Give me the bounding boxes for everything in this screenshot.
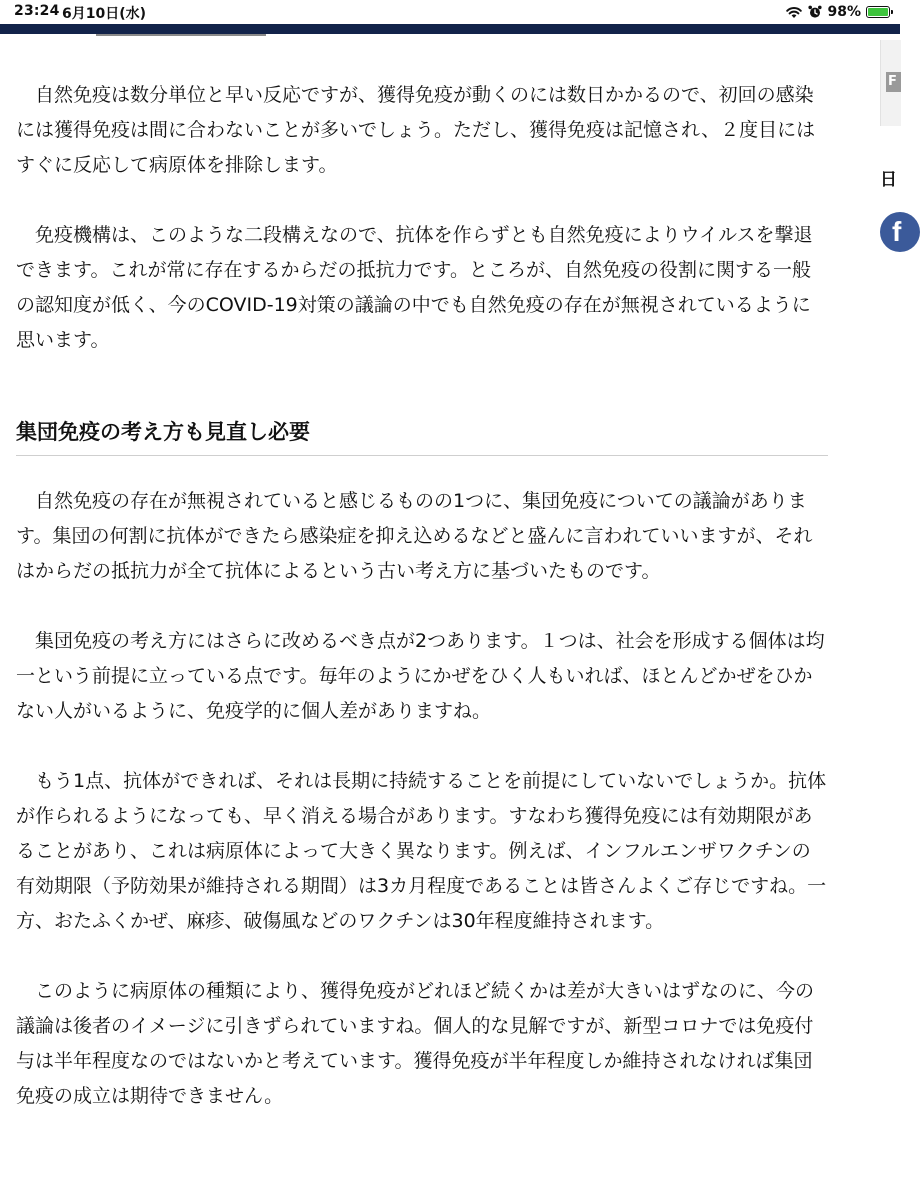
article-paragraph: 免疫機構は、このような二段構えなので、抗体を作らずとも自然免疫によりウイルスを撃退できます。これが常に存在するからだの抵抗力です。ところが、自然免疫の役割に関する一般の認知度が低く、今のCOVID-19対策の議論の中でも自然免疫の存在が無視されているように思います。 xyxy=(16,224,813,351)
facebook-icon[interactable] xyxy=(880,212,920,252)
sidebar-clip xyxy=(880,40,900,440)
article-paragraph: 自然免疫は数分単位と早い反応ですが、獲得免疫が動くのには数日かかるので、初回の感染には獲得免疫は間に合わないことが多いでしょう。ただし、獲得免疫は記憶され、２度目にはすぐに反応して病原体を排除します。 xyxy=(16,84,816,176)
article-body xyxy=(16,78,828,1114)
wifi-icon xyxy=(785,5,803,19)
alarm-clock-icon xyxy=(808,5,822,19)
battery-level-fill xyxy=(868,8,888,16)
sidebar-promo-box[interactable] xyxy=(880,40,901,126)
sidebar-section-label: 日 xyxy=(880,170,897,190)
facebook-icon-glyph: f xyxy=(892,216,902,247)
status-icons xyxy=(785,2,890,22)
article-paragraph: もう1点、抗体ができれば、それは長期に持続することを前提にしていないでしょうか。抗体が作られるようになっても、早く消える場合があります。すなわち獲得免疫には有効期限があることがあり、これは病原体によって大きく異なります。例えば、インフルエンザワクチンの有効期限（予防効果が維持される期間）は3カ月程度であることは皆さんよくご存じですね。一方、おたふくかぜ、麻疹、破傷風などのワクチンは30年程度維持されます。 xyxy=(16,770,827,932)
status-bar xyxy=(0,0,900,24)
sidebar xyxy=(880,40,900,440)
battery-icon xyxy=(866,6,890,18)
article-paragraph: 自然免疫の存在が無視されていると感じるものの1つに、集団免疫についての議論があります。集団の何割に抗体ができたら感染症を抑え込めるなどと盛んに言われていいますが、それはからだの抵抗力が全て抗体によるという古い考え方に基づいたものです。 xyxy=(16,490,813,582)
battery-tip xyxy=(891,10,893,14)
header-tab-underline xyxy=(96,34,266,36)
section-heading: 集団免疫の考え方も見直し必要 xyxy=(16,416,828,456)
status-date: 6月10日(水) xyxy=(62,6,147,22)
battery-percent: 98% xyxy=(827,4,861,20)
article-paragraph: 集団免疫の考え方にはさらに改めるべき点が2つあります。１つは、社会を形成する個体は均一という前提に立っている点です。毎年のようにかぜをひく人もいれば、ほとんどかぜをひかない人がいるように、免疫学的に個人差がありますね。 xyxy=(16,630,825,722)
status-time: 23:24 xyxy=(14,3,60,19)
sidebar-badge: F xyxy=(886,72,901,92)
article-paragraph: このように病原体の種類により、獲得免疫がどれほど続くかは差が大きいはずなのに、今の議論は後者のイメージに引きずられていますね。個人的な見解ですが、新型コロナでは免疫付与は半年程度なのではないかと考えています。獲得免疫が半年程度しか維持されなければ集団免疫の成立は期待できません。 xyxy=(16,980,815,1107)
site-header-bar xyxy=(0,24,900,34)
